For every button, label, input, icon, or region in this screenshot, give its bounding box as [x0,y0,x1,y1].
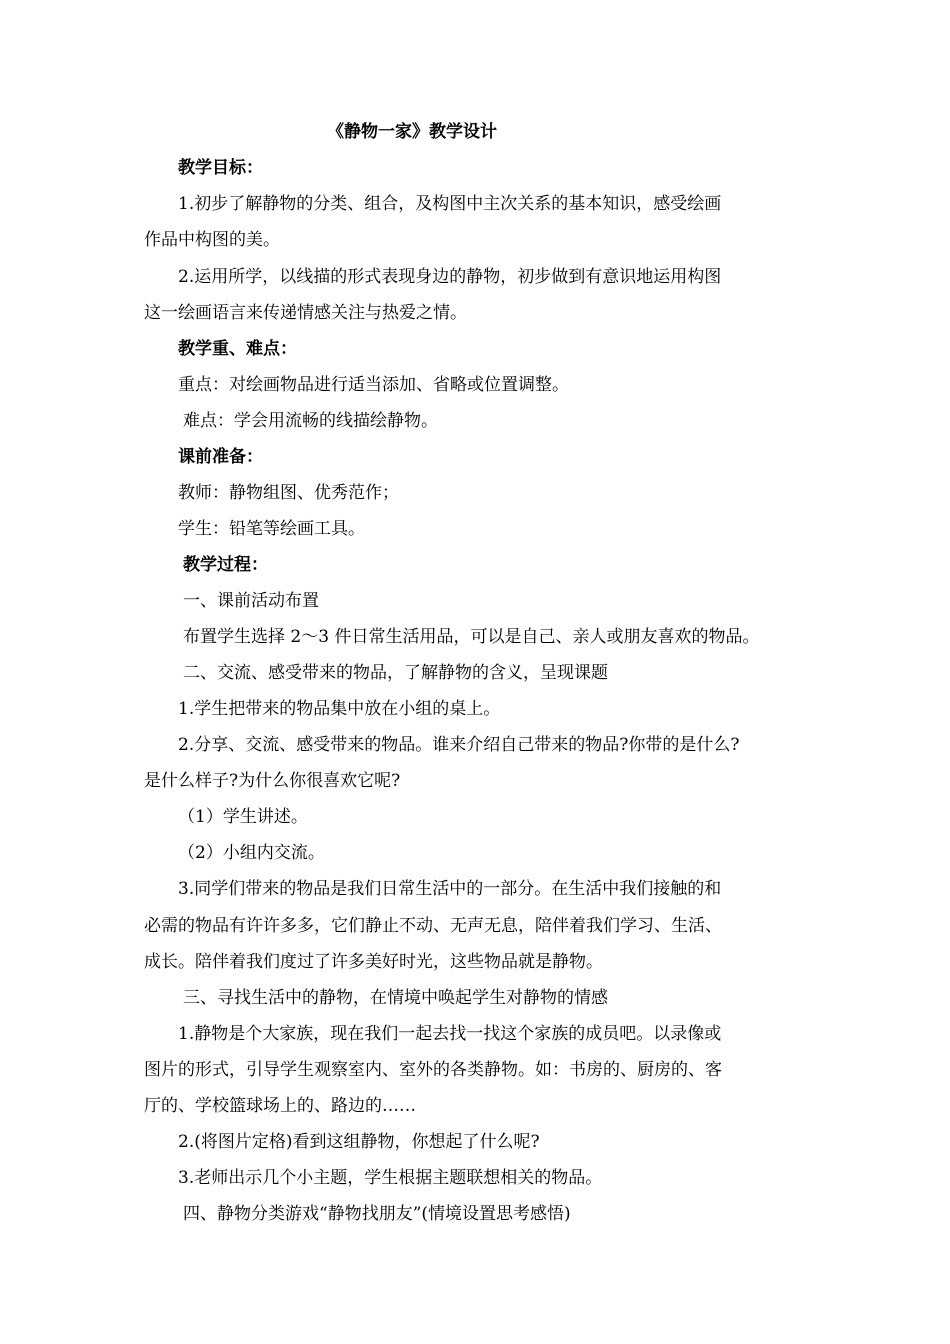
preparation-teacher: 教师：静物组图、优秀范作； [178,483,399,503]
key-points-heading: 教学重、难点： [178,339,297,359]
section-4-title: 四、静物分类游戏“静物找朋友”(情境设置思考感悟) [183,1204,571,1224]
section-3-item-1-line-1: 1.静物是个大家族，现在我们一起去找一找这个家族的成员吧。以录像或 [178,1024,722,1044]
objective-2-line-2: 这一绘画语言来传递情感关注与热爱之情。 [144,303,467,323]
preparation-student: 学生：铅笔等绘画工具。 [178,519,365,539]
key-point: 重点：对绘画物品进行适当添加、省略或位置调整。 [178,375,569,395]
section-2-item-1: 1.学生把带来的物品集中放在小组的桌上。 [178,699,501,719]
section-3-item-2: 2.(将图片定格)看到这组静物，你想起了什么呢? [178,1132,540,1152]
section-1-title: 一、课前活动布置 [183,591,319,611]
section-3-item-1-line-2: 图片的形式，引导学生观察室内、室外的各类静物。如：书房的、厨房的、客 [144,1060,722,1080]
section-2-item-2-line-1: 2.分享、交流、感受带来的物品。谁来介绍自己带来的物品?你带的是什么? [178,735,740,755]
section-1-text: 布置学生选择 2～3 件日常生活用品，可以是自己、亲人或朋友喜欢的物品。 [183,627,760,647]
section-2-item-2-line-2: 是什么样子?为什么你很喜欢它呢? [144,771,401,791]
objectives-heading: 教学目标： [178,158,263,178]
objective-2-line-1: 2.运用所学，以线描的形式表现身边的静物，初步做到有意识地运用构图 [178,267,722,287]
section-2-title: 二、交流、感受带来的物品，了解静物的含义，呈现课题 [183,663,608,683]
preparation-heading: 课前准备： [178,447,263,467]
objective-1-line-2: 作品中构图的美。 [144,230,280,250]
section-2-sub-1: （1）学生讲述。 [178,807,308,827]
section-3-item-1-line-3: 厅的、学校篮球场上的、路边的…… [144,1096,416,1116]
objective-1-line-1: 1.初步了解静物的分类、组合，及构图中主次关系的基本知识，感受绘画 [178,194,722,214]
section-2-item-3-line-3: 成长。陪伴着我们度过了许多美好时光，这些物品就是静物。 [144,952,603,972]
section-2-sub-2: （2）小组内交流。 [178,843,325,863]
process-heading: 教学过程： [183,555,268,575]
section-2-item-3-line-2: 必需的物品有许许多多，它们静止不动、无声无息，陪伴着我们学习、生活、 [144,916,722,936]
section-2-item-3-line-1: 3.同学们带来的物品是我们日常生活中的一部分。在生活中我们接触的和 [178,879,722,899]
section-3-title: 三、寻找生活中的静物，在情境中唤起学生对静物的情感 [183,988,608,1008]
difficult-point: 难点：学会用流畅的线描绘静物。 [183,411,438,431]
section-3-item-3: 3.老师出示几个小主题，学生根据主题联想相关的物品。 [178,1168,603,1188]
document-title: 《静物一家》教学设计 [327,122,497,142]
